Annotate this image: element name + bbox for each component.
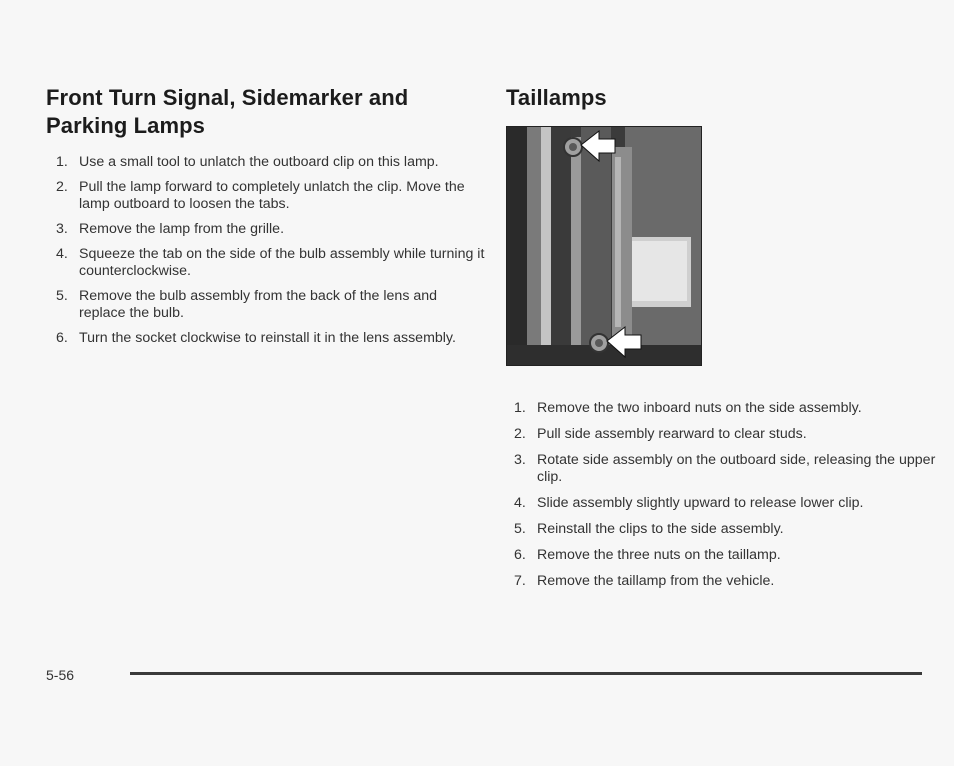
- front-lamps-steps: [46, 154, 486, 347]
- taillamp-steps: [506, 400, 936, 599]
- list-item: 7. Remove the taillamp from the vehicle.: [514, 573, 775, 589]
- list-item: 5. Reinstall the clips to the side assembly.: [514, 521, 784, 537]
- list-item: 1. Remove the two inboard nuts on the side assembly.: [514, 400, 862, 416]
- list-item: 5. Remove the bulb assembly from the back of the lens and replace the bulb.: [56, 288, 438, 321]
- list-item: 6. Turn the socket clockwise to reinstall it in the lens assembly.: [56, 330, 456, 346]
- list-item: 3. Remove the lamp from the grille.: [56, 221, 285, 237]
- left-column: [46, 84, 486, 355]
- taillamp-photo: [506, 126, 702, 366]
- list-item: 4. Slide assembly slightly upward to release lower clip.: [514, 495, 864, 511]
- page-number: 5-56: [46, 667, 75, 683]
- list-item: 6. Remove the three nuts on the taillamp.: [514, 547, 781, 563]
- footer-divider: [130, 672, 922, 675]
- section-title-taillamps: Taillamps: [506, 85, 607, 110]
- right-column: [506, 84, 936, 589]
- section-title-front-lamps: Front Turn Signal, Sidemarker and Parking Lamps: [46, 85, 409, 138]
- list-item: 2. Pull side assembly rearward to clear studs.: [514, 426, 807, 442]
- list-item: 3. Rotate side assembly on the outboard side, releasing the upper clip.: [514, 452, 936, 485]
- list-item: 1. Use a small tool to unlatch the outboard clip on this lamp.: [56, 154, 439, 170]
- list-item: 2. Pull the lamp forward to completely unlatch the clip. Move the lamp outboard to loosen the tabs.: [56, 179, 465, 212]
- list-item: 4. Squeeze the tab on the side of the bulb assembly while turning it counterclockwise.: [56, 246, 485, 279]
